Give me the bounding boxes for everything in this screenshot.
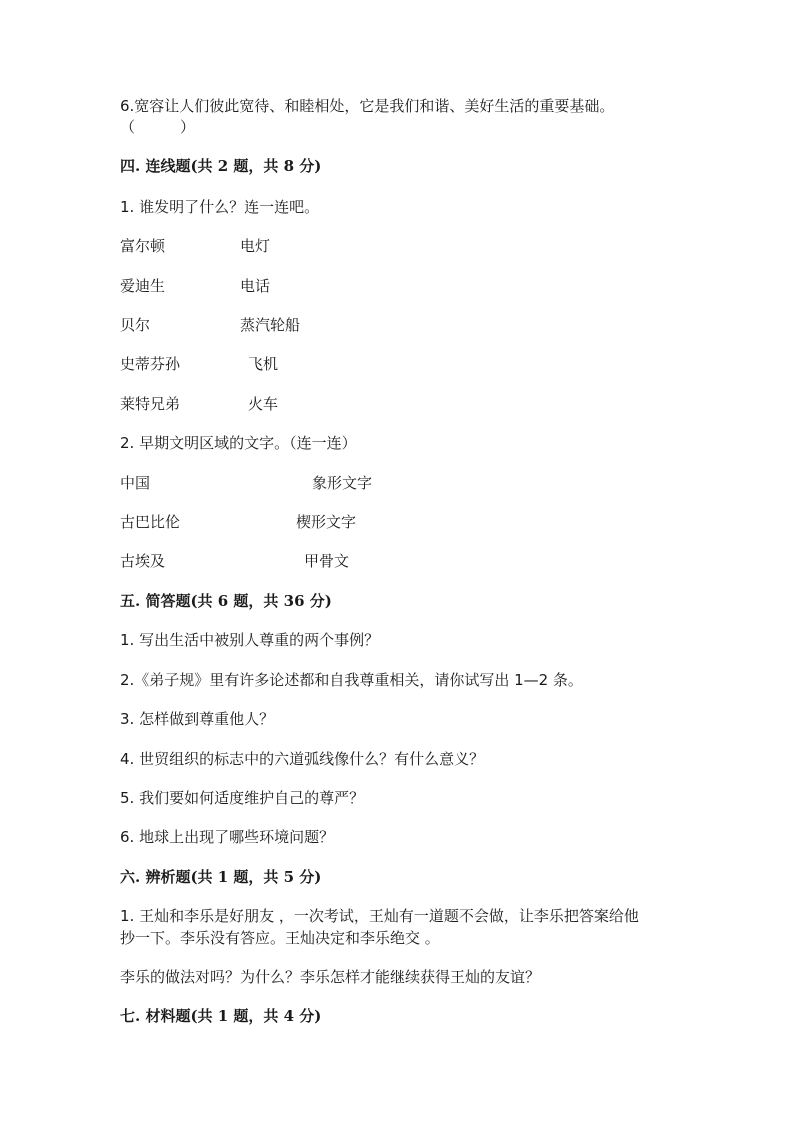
section-6-heading: 六. 辨析题(共 1 题，共 5 分) [120, 868, 322, 886]
answer-blank: （ ） [120, 118, 196, 136]
script-item: 象形文字 [312, 474, 373, 492]
script-item: 楔形文字 [296, 513, 357, 531]
civilization-item: 古巴比伦 [120, 513, 181, 531]
invention-item: 电话 [240, 277, 271, 295]
short-answer-question: 1. 写出生活中被别人尊重的两个事例？ [120, 631, 380, 649]
invention-item: 火车 [248, 395, 279, 413]
section-5-heading: 五. 简答题(共 6 题，共 36 分) [120, 592, 332, 610]
question-6-text: 6.宽容让人们彼此宽待、和睦相处，它是我们和谐、美好生活的重要基础。 [120, 97, 615, 115]
invention-item: 飞机 [248, 355, 279, 373]
section-4-heading: 四. 连线题(共 2 题，共 8 分) [120, 157, 322, 175]
short-answer-question: 4. 世贸组织的标志中的六道弧线像什么？有什么意义？ [120, 750, 485, 768]
short-answer-question: 5. 我们要如何适度维护自己的尊严？ [120, 789, 365, 807]
inventor-item: 史蒂芬孙 [120, 355, 181, 373]
invention-item: 电灯 [240, 237, 271, 255]
matching-question-2-prompt: 2. 早期文明区域的文字。（连一连） [120, 434, 357, 452]
analysis-question-line-2: 抄一下。李乐没有答应。王灿决定和李乐绝交 。 [120, 929, 440, 947]
inventor-item: 贝尔 [120, 316, 151, 334]
short-answer-question: 6. 地球上出现了哪些环境问题？ [120, 828, 335, 846]
analysis-question-line-1: 1. 王灿和李乐是好朋友 ，一次考试，王灿有一道题不会做，让李乐把答案给他 [120, 907, 639, 925]
inventor-item: 爱迪生 [120, 277, 166, 295]
civilization-item: 古埃及 [120, 552, 166, 570]
civilization-item: 中国 [120, 474, 151, 492]
short-answer-question: 3. 怎样做到尊重他人？ [120, 710, 275, 728]
inventor-item: 富尔顿 [120, 237, 166, 255]
short-answer-question: 2.《弟子规》里有许多论述都和自我尊重相关，请你试写出 1—2 条。 [120, 671, 583, 689]
script-item: 甲骨文 [304, 552, 350, 570]
invention-item: 蒸汽轮船 [240, 316, 301, 334]
analysis-question-prompt: 李乐的做法对吗？为什么？李乐怎样才能继续获得王灿的友谊？ [120, 968, 541, 986]
inventor-item: 莱特兄弟 [120, 395, 181, 413]
matching-question-1-prompt: 1. 谁发明了什么？连一连吧。 [120, 198, 320, 216]
section-7-heading: 七. 材料题(共 1 题，共 4 分) [120, 1007, 322, 1025]
